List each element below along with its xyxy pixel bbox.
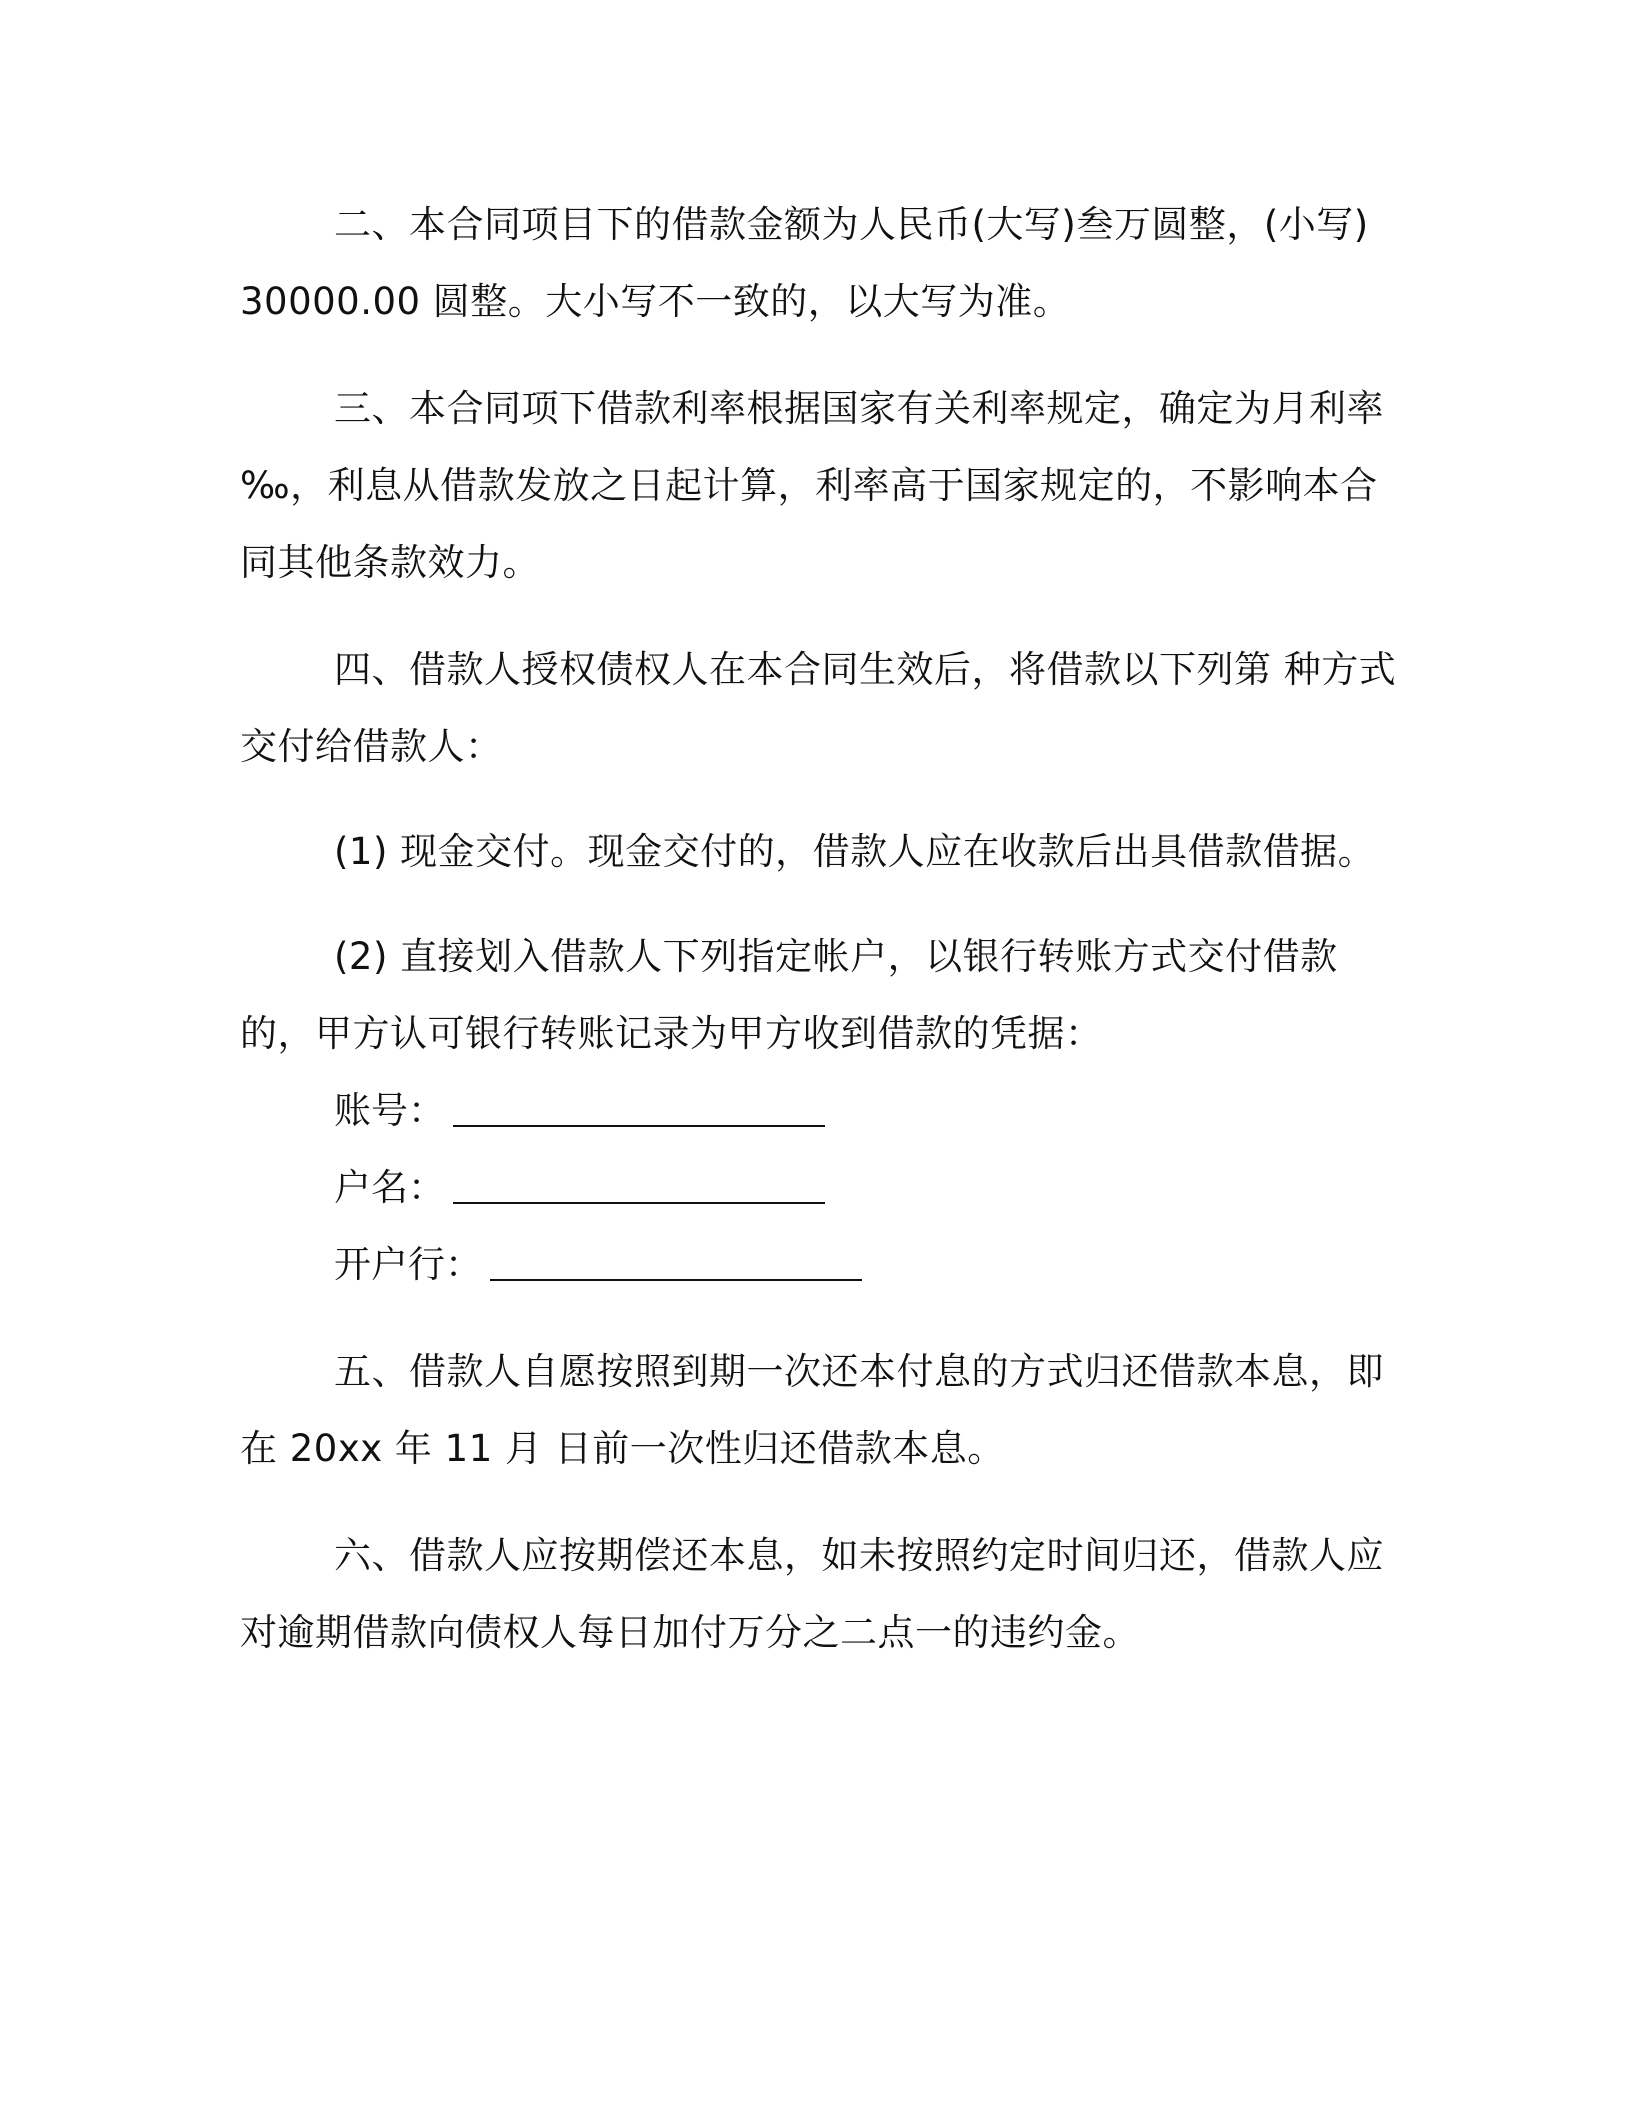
clause-three: 三、本合同项下借款利率根据国家有关利率规定，确定为月利率 ‰，利息从借款发放之日起计算，利率高于国家规定的，不影响本合同其他条款效力。 [240, 387, 1384, 584]
clause-four-option-two: (2) 直接划入借款人下列指定帐户，以银行转账方式交付借款的，甲方认可银行转账记录为甲方收到借款的凭据： [240, 935, 1338, 1055]
bank-blank-line [490, 1279, 862, 1281]
account-name-field [240, 1149, 1400, 1226]
bank-field [240, 1226, 1400, 1303]
account-name-blank-line [453, 1202, 825, 1204]
clause-six: 六、借款人应按期偿还本息，如未按照约定时间归还，借款人应对逾期借款向债权人每日加付万分之二点一的违约金。 [240, 1534, 1384, 1654]
clause-four: 四、借款人授权债权人在本合同生效后，将借款以下列第 种方式交付给借款人： [240, 648, 1397, 768]
account-number-blank-line [453, 1125, 825, 1127]
account-number-field [240, 1072, 1400, 1149]
account-name-label: 户名： [334, 1166, 445, 1209]
account-number-label: 账号： [334, 1089, 445, 1132]
document-body [240, 186, 1400, 1671]
clause-five: 五、借款人自愿按照到期一次还本付息的方式归还借款本息，即在 20xx 年 11 月 日前一次性归还借款本息。 [240, 1350, 1384, 1470]
clause-four-option-one: (1) 现金交付。现金交付的，借款人应在收款后出具借款借据。 [334, 830, 1376, 873]
clause-two: 二、本合同项目下的借款金额为人民币(大写)叁万圆整，(小写) 30000.00 圆整。大小写不一致的，以大写为准。 [240, 203, 1369, 323]
bank-label: 开户行： [334, 1243, 482, 1286]
